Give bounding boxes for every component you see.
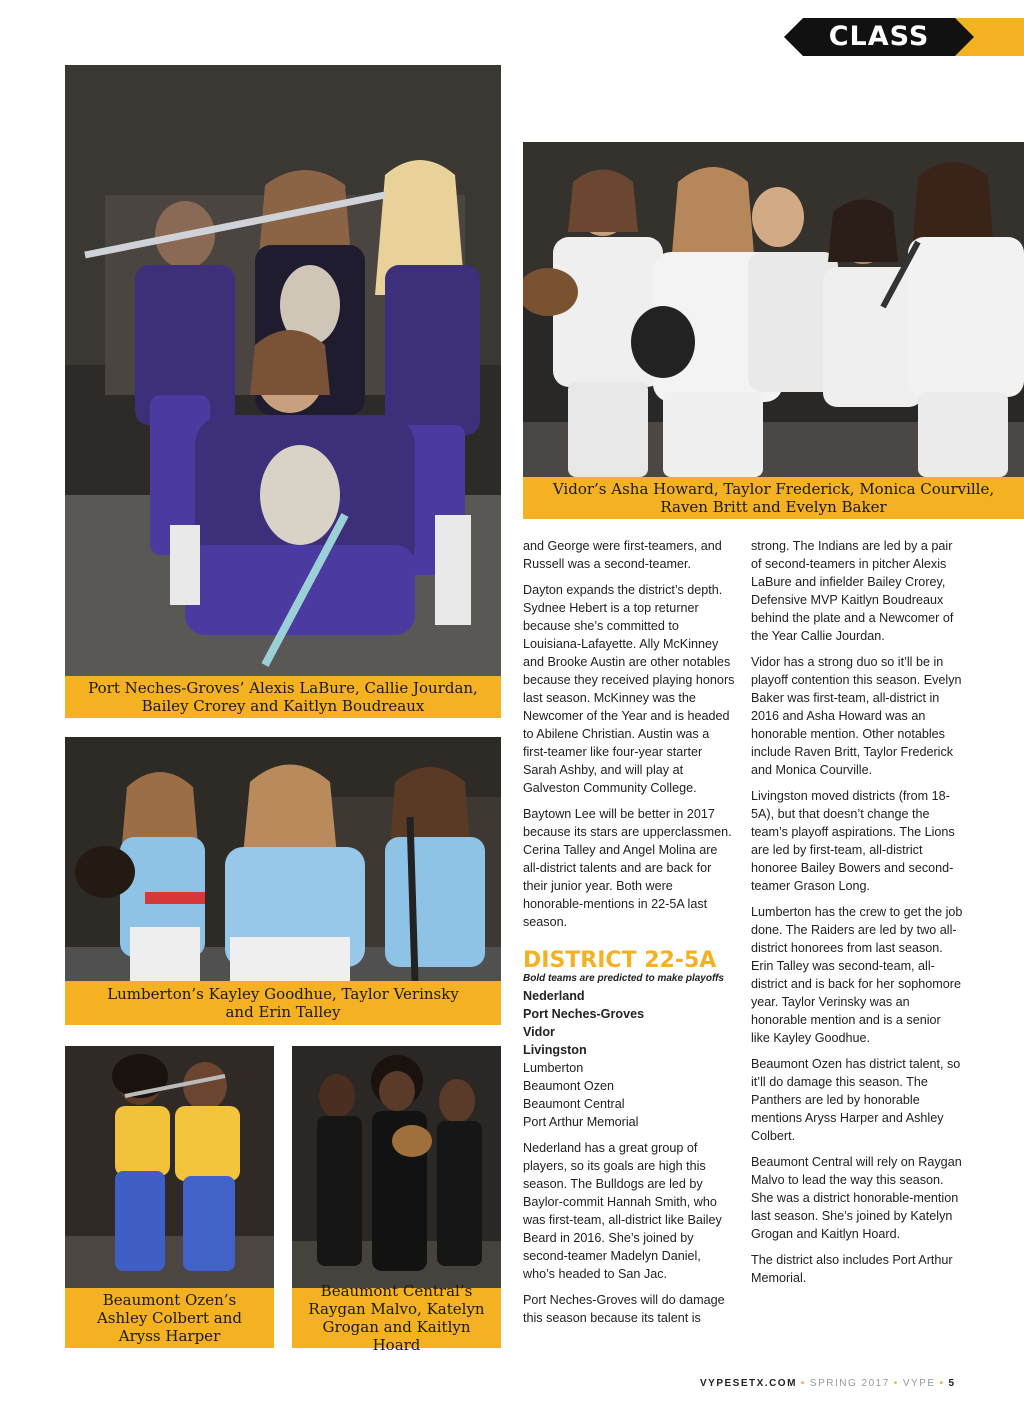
paragraph: Dayton expands the district’s depth. Sydnee Hebert is a top returner because she’s committed to Louisiana-Lafayette. Ally McKinney and Brooke Austin are other notables because they received playing honors last season. McKinney was the Newcomer of the Year and is headed to Abilene Christian. Austin was a first-teamer like four-year starter Sarah Ashby, and will play at Galveston Community College. (523, 583, 735, 795)
district-title: DISTRICT 22-5A (523, 948, 717, 973)
team-playoff: Vidor (523, 1025, 555, 1039)
paragraph: The district also includes Port Arthur Memorial. (751, 1253, 953, 1285)
team: Beaumont Ozen (523, 1079, 615, 1093)
caption-beaumont-central: Beaumont Central’s Raygan Malvo, Katelyn Grogan and Kaitlyn Hoard (292, 1288, 501, 1348)
footer-brand: VYPE (902, 1378, 936, 1389)
footer-issue: SPRING 2017 (809, 1378, 890, 1389)
team-playoff: Port Neches-Groves (523, 1007, 645, 1021)
caption-port-neches-groves: Port Neches-Groves’ Alexis LaBure, Callie Jourdan, Bailey Crorey and Kaitlyn Boudreaux (65, 676, 501, 718)
photo-vidor (523, 142, 1024, 477)
team: Beaumont Central (523, 1097, 625, 1111)
page-footer (700, 1378, 970, 1389)
footer-separator: • (939, 1378, 945, 1389)
caption-vidor: Vidor’s Asha Howard, Taylor Frederick, Monica Courville, Raven Britt and Evelyn Baker (523, 477, 1024, 519)
team-playoff: Livingston (523, 1043, 587, 1057)
team-playoff: Nederland (523, 989, 585, 1003)
photo-beaumont-central (292, 1046, 501, 1288)
paragraph: Beaumont Ozen has district talent, so it’ll do damage this season. The Panthers are led by honorable mentions Aryss Harper and Ashley Colbert. (751, 1057, 961, 1143)
paragraph: Lumberton has the crew to get the job done. The Raiders are led by two all-district honorees from last season. Erin Talley was second-team, all-district and is back for her sophomore year. Taylor Verinsky was an honorable mention and is a senior like Kayley Goodhue. (751, 905, 963, 1045)
caption-lumberton: Lumberton’s Kayley Goodhue, Taylor Verinsky and Erin Talley (65, 981, 501, 1025)
paragraph: Port Neches-Groves will do damage this season because its talent is (523, 1293, 725, 1325)
caption-beaumont-ozen: Beaumont Ozen’s Ashley Colbert and Aryss Harper (65, 1288, 274, 1348)
paragraph: and George were first-teamers, and Russell was a second-teamer. (523, 539, 722, 571)
photo-beaumont-ozen (65, 1046, 274, 1288)
team: Lumberton (523, 1061, 584, 1075)
class-banner (784, 18, 1024, 83)
footer-site: VYPESETX.COM (700, 1378, 797, 1389)
paragraph: strong. The Indians are led by a pair of second-teamers in pitcher Alexis LaBure and infielder Bailey Crorey, Defensive MVP Kaitlyn Boudreaux behind the plate and a Newcomer of the Year Callie Jourdan. (751, 539, 954, 643)
photo-lumberton (65, 737, 501, 981)
paragraph: Vidor has a strong duo so it’ll be in playoff contention this season. Evelyn Baker was first-team, all-district in 2016 and Asha Howard was an honorable mention. Other notables include Raven Britt, Taylor Frederick and Monica Courville. (751, 655, 962, 777)
page-number: 5 (948, 1378, 956, 1389)
paragraph: Beaumont Central will rely on Raygan Malvo to lead the way this season. She was a district honorable-mention last season. She’s joined by Katelyn Grogan and Kaitlyn Hoard. (751, 1155, 962, 1241)
district-subtitle: Bold teams are predicted to make playoffs (523, 973, 724, 984)
paragraph: Baytown Lee will be better in 2017 because its stars are upperclassmen. Cerina Talley and Angel Molina are all-district talents and are back for their junior year. Both were honorable-mentions in 22-5A last season. (523, 807, 732, 929)
banner-label: CLASS 5A (828, 21, 930, 83)
footer-separator: • (800, 1378, 806, 1389)
article-column-2 (751, 537, 963, 1295)
photo-port-neches-groves (65, 65, 501, 676)
paragraph: Nederland has a great group of players, so its goals are high this season. The Bulldogs are led by Baylor-commit Hannah Smith, who was first-team, all-district like Bailey Beard in 2016. She’s joined by second-teamer Madelyn Daniel, who’s headed to San Jac. (523, 1141, 722, 1281)
article-column-1 (523, 537, 735, 1335)
district-team-list (523, 987, 735, 1131)
paragraph: Livingston moved districts (from 18-5A), but that doesn’t change the team’s playoff aspirations. The Lions are led by first-team, all-district honoree Bailey Bowers and second-teamer Grason Long. (751, 789, 955, 893)
footer-separator: • (893, 1378, 899, 1389)
team: Port Arthur Memorial (523, 1115, 639, 1129)
